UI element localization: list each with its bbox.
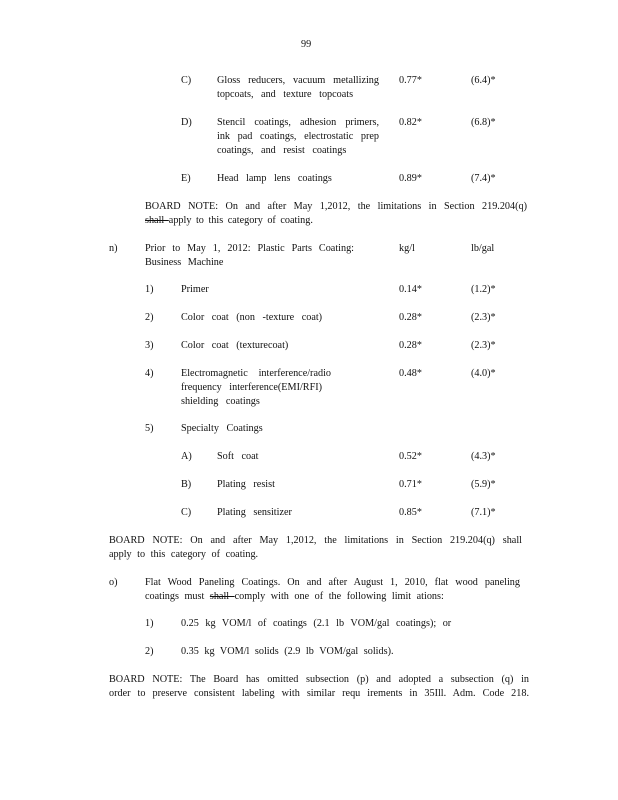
n-sub-a-text: Soft coat — [217, 451, 259, 462]
board-note-3-line-1: BOARD NOTE: The Board has omitted subsection (p) and adopted a subsection (q) in — [109, 674, 529, 685]
n-item-2-text: Color coat (non -texture coat) — [181, 312, 323, 323]
item-e-label: E) — [181, 173, 191, 184]
n-item-1-text: Primer — [181, 284, 209, 295]
item-c-line-1: Gloss reducers, vacuum metallizing — [217, 75, 379, 86]
n-item-3-lb: (2.3)* — [471, 340, 496, 351]
o-item-1-label: 1) — [145, 618, 154, 629]
n-item-4-line-3: shielding coatings — [181, 396, 260, 407]
n-sub-b-text: Plating resist — [217, 479, 275, 490]
n-item-5-label: 5) — [145, 423, 154, 434]
board-note-1-line-1: BOARD NOTE: On and after May 1,2012, the limitations in Section 219.204(q) — [145, 201, 527, 212]
n-item-3-text: Color coat (texturecoat) — [181, 340, 289, 351]
section-n-label: n) — [109, 243, 118, 254]
n-sub-a-lb: (4.3)* — [471, 451, 496, 462]
o-item-2-text: 0.35 kg VOM/l solids (2.9 lb VOM/gal solids). — [181, 646, 394, 657]
n-item-4-lb: (4.0)* — [471, 368, 496, 379]
item-d-line-1: Stencil coatings, adhesion primers, — [217, 117, 379, 128]
item-d-line-2: ink pad coatings, electrostatic prep — [217, 131, 379, 142]
n-item-4-line-1: Electromagnetic interference/radio — [181, 368, 331, 379]
n-item-1-kg: 0.14* — [399, 284, 422, 295]
n-item-2-lb: (2.3)* — [471, 312, 496, 323]
board-note-2-line-2: apply to this category of coating. — [109, 549, 259, 560]
section-o-line-2-rest: comply with one of the following limit ations: — [234, 591, 444, 602]
item-c-lb: (6.4)* — [471, 75, 496, 86]
board-note-3-line-2: order to preserve consistent labeling with similar requ irements in 35Ill. Adm. Code 218. — [109, 688, 529, 699]
board-note-1-rest: apply to this category of coating. — [168, 215, 313, 226]
section-o-line-2 — [145, 590, 444, 603]
n-item-2-kg: 0.28* — [399, 312, 422, 323]
n-item-2-label: 2) — [145, 312, 154, 323]
n-sub-c-kg: 0.85* — [399, 507, 422, 518]
n-item-3-label: 3) — [145, 340, 154, 351]
item-e-line-1: Head lamp lens coatings — [217, 173, 332, 184]
board-note-2-line-1: BOARD NOTE: On and after May 1,2012, the limitations in Section 219.204(q) shall — [109, 535, 522, 546]
item-d-line-3: coatings, and resist coatings — [217, 145, 347, 156]
section-o-label: o) — [109, 577, 118, 588]
item-e-lb: (7.4)* — [471, 173, 496, 184]
n-item-5-text: Specialty Coatings — [181, 423, 263, 434]
n-sub-a-kg: 0.52* — [399, 451, 422, 462]
item-e-kg: 0.89* — [399, 173, 422, 184]
item-c-kg: 0.77* — [399, 75, 422, 86]
section-n-title-line-1: Prior to May 1, 2012: Plastic Parts Coating: — [145, 243, 354, 254]
item-d-kg: 0.82* — [399, 117, 422, 128]
n-item-4-label: 4) — [145, 368, 154, 379]
n-sub-b-lb: (5.9)* — [471, 479, 496, 490]
section-n-title-line-2: Business Machine — [145, 257, 224, 268]
n-sub-c-lb: (7.1)* — [471, 507, 496, 518]
n-item-4-kg: 0.48* — [399, 368, 422, 379]
n-sub-a-label: A) — [181, 451, 192, 462]
section-o-line-1: Flat Wood Paneling Coatings. On and after August 1, 2010, flat wood paneling — [145, 577, 520, 588]
item-d-lb: (6.8)* — [471, 117, 496, 128]
n-item-4-line-2: frequency interference(EMI/RFI) — [181, 382, 323, 393]
board-note-1-struck-word: shall — [145, 215, 169, 226]
item-c-line-2: topcoats, and texture topcoats — [217, 89, 354, 100]
page-number: 99 — [301, 39, 312, 50]
o-item-1-text: 0.25 kg VOM/l of coatings (2.1 lb VOM/gal coatings); or — [181, 618, 452, 629]
n-sub-c-text: Plating sensitizer — [217, 507, 292, 518]
n-sub-c-label: C) — [181, 507, 192, 518]
section-n-unit-lb: lb/gal — [471, 243, 495, 254]
section-o-line-2-pre: coatings must — [145, 591, 210, 602]
n-item-1-lb: (1.2)* — [471, 284, 496, 295]
item-d-label: D) — [181, 117, 192, 128]
n-item-3-kg: 0.28* — [399, 340, 422, 351]
n-item-1-label: 1) — [145, 284, 154, 295]
o-item-2-label: 2) — [145, 646, 154, 657]
board-note-1-line-2 — [145, 214, 313, 227]
section-n-unit-kg: kg/l — [399, 243, 415, 254]
item-c-label: C) — [181, 75, 192, 86]
section-o-struck-word: shall — [209, 591, 235, 602]
n-sub-b-kg: 0.71* — [399, 479, 422, 490]
n-sub-b-label: B) — [181, 479, 192, 490]
